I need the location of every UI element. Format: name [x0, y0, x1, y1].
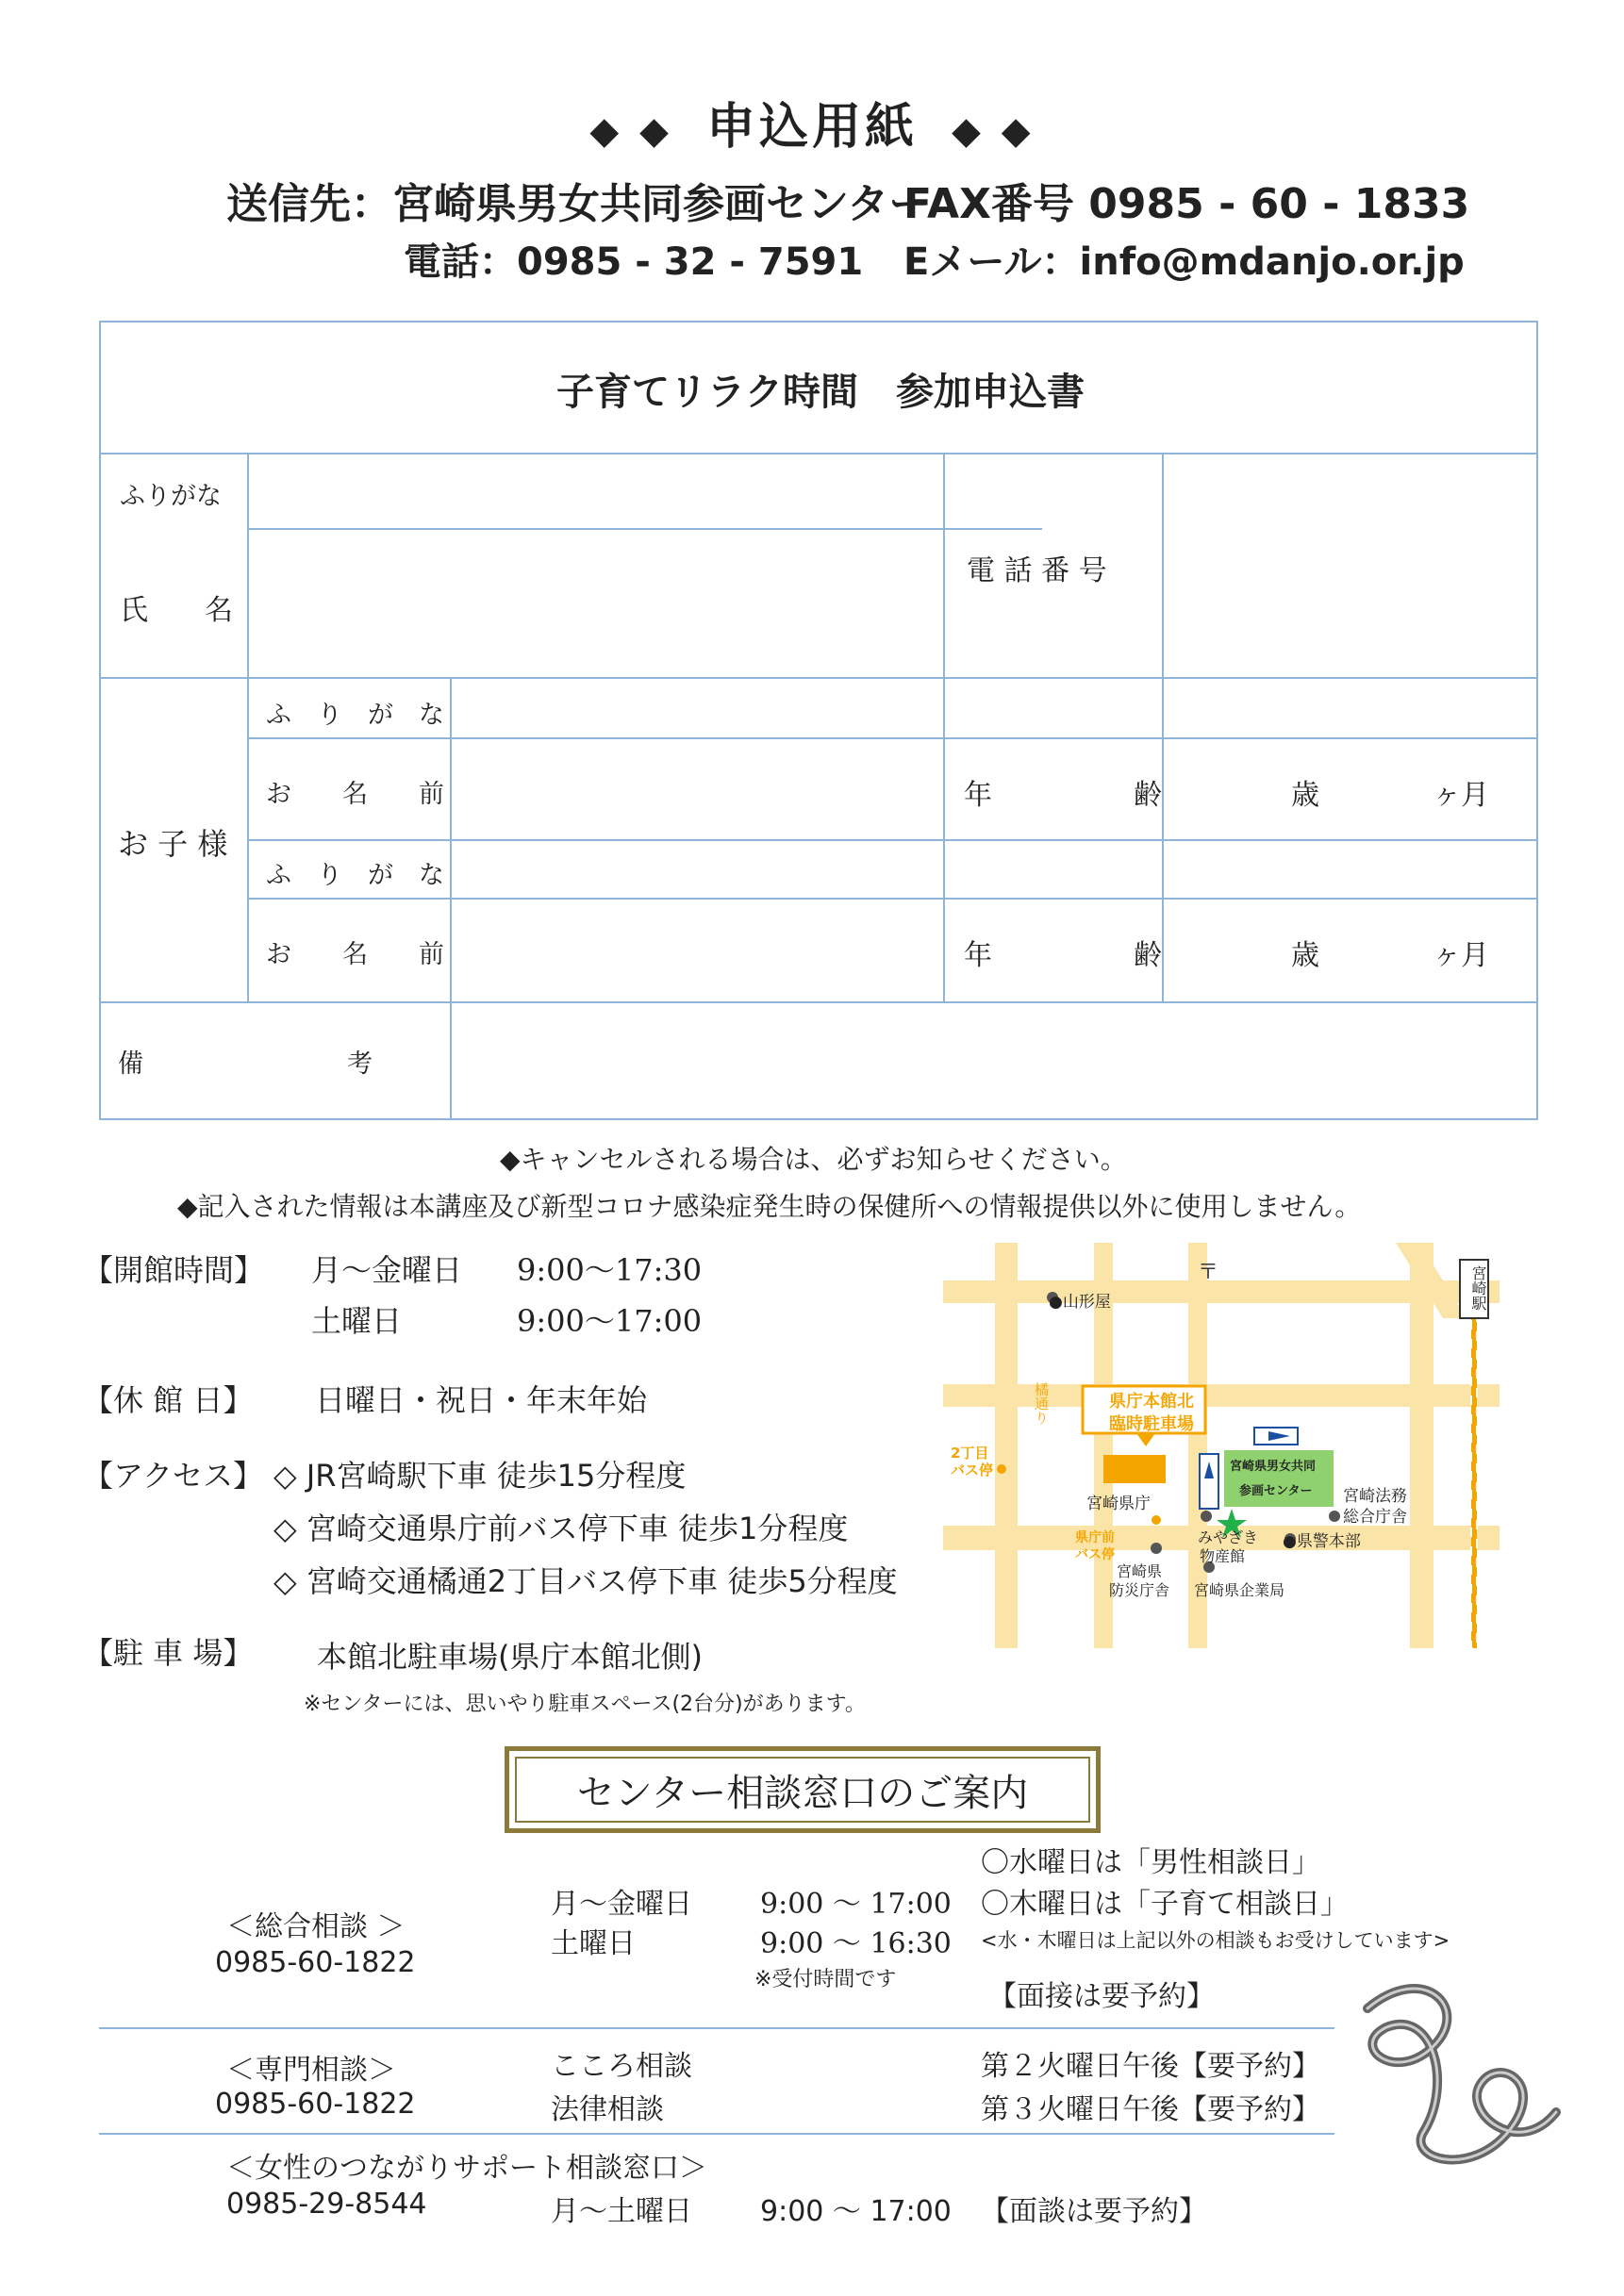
women-consult-phone: 0985-29-8544 [226, 2188, 427, 2221]
map-police: ●県警本部 [1283, 1532, 1361, 1551]
map-tachibana: 橘通り [1033, 1382, 1050, 1425]
name-label: 氏 名 [120, 594, 233, 627]
map-prefecture-office: 宮崎県庁 [1086, 1495, 1151, 1513]
general-consult-label: ＜総合相談 ＞ [226, 1910, 406, 1943]
parking-note: ※センターには、思いやり駐車スペース(2台分)があります。 [304, 1693, 866, 1716]
map-post-icon: 〒 [1198, 1261, 1219, 1284]
access-item-2: ◇ 宮崎交通県庁前バス停下車 徒歩1分程度 [273, 1511, 849, 1546]
closed-value: 日曜日・祝日・年末年始 [315, 1382, 648, 1418]
child2-age-unit: 歳 ヶ月 [1291, 939, 1489, 972]
child1-age-label: 年 齢 [964, 779, 1162, 812]
map-legal-2: 総合庁舎 [1343, 1508, 1407, 1527]
furigana-label: ふりがな [120, 482, 222, 511]
child1-furigana-label: ふ り が な [266, 701, 444, 730]
send-to-text: 送信先：宮崎県男女共同参画センター [226, 180, 931, 228]
cancel-note: ◆キャンセルされる場合は、必ずお知らせください。 [500, 1144, 1127, 1175]
child1-age-unit: 歳 ヶ月 [1291, 779, 1489, 812]
hours-saturday-time: 9:00～17:00 [517, 1303, 703, 1339]
map-legal-1: 宮崎法務 [1343, 1487, 1407, 1506]
phone-label: 電 話 番 号 [967, 554, 1107, 587]
consult-banner-title: センター相談窓口のご案内 [515, 1757, 1090, 1823]
remarks-field[interactable] [453, 1003, 1536, 1118]
page-title-line [0, 87, 1624, 157]
map-parking-label-2: 臨時駐車場 [1109, 1414, 1194, 1434]
map-center-1: 宮崎県男女共同 [1230, 1460, 1317, 1474]
access-map [943, 1243, 1500, 1648]
map-parking-label-1: 県庁本館北 [1109, 1392, 1194, 1412]
map-bus-2chome-2: バス停 [951, 1462, 994, 1478]
form-divider [450, 677, 452, 1120]
special-consult-label: ＜専門相談＞ [226, 2054, 396, 2087]
map-disaster-2: 防災庁舎 [1109, 1581, 1170, 1599]
special-when-2: 第３火曜日午後【要予約】 [981, 2093, 1320, 2126]
email-address: Eメール：info@mdanjo.or.jp [903, 240, 1465, 284]
map-bussankan-1: みやざき [1198, 1528, 1259, 1546]
map-bus-kencho-2: バス停 [1075, 1547, 1115, 1562]
closed-label: 【休 館 日】 [83, 1382, 254, 1418]
fax-number: FAX番号 0985 - 60 - 1833 [903, 180, 1470, 228]
page-title: 申込用紙 [705, 99, 918, 156]
map-yamakataya: ●山形屋 [1049, 1293, 1111, 1312]
general-note-2: 〇木曜日は「子育て相談日」 [981, 1888, 1349, 1921]
general-note-1: 〇水曜日は「男性相談日」 [981, 1846, 1320, 1879]
child1-furigana-field[interactable] [453, 679, 941, 736]
child2-name-label: お 名 前 [266, 940, 444, 969]
general-note-4: 【面接は要予約】 [988, 1980, 1215, 2013]
access-item-3: ◇ 宮崎交通橘通2丁目バス停下車 徒歩5分程度 [273, 1563, 898, 1599]
parking-label: 【駐 車 場】 [83, 1635, 254, 1671]
child-label: お 子 様 [118, 826, 228, 862]
general-time-note: ※受付時間です [754, 1968, 897, 1991]
consult-separator [99, 2133, 1334, 2135]
child2-name-field[interactable] [453, 900, 941, 1000]
general-days-1: 月～金曜日 [551, 1888, 692, 1921]
map-station: 宮崎駅 [1469, 1265, 1487, 1311]
phone-field[interactable] [1165, 454, 1536, 676]
child2-age-label: 年 齢 [964, 939, 1162, 972]
map-bus-kencho-1: 県庁前 [1075, 1530, 1115, 1545]
application-form [99, 321, 1538, 1120]
form-divider [247, 453, 249, 677]
women-consult-label: ＜女性のつながりサポート相談窓口＞ [226, 2152, 707, 2185]
general-note-3: <水・木曜日は上記以外の相談もお受けしています> [981, 1929, 1450, 1952]
form-divider [247, 839, 1538, 841]
privacy-note: ◆記入された情報は本講座及び新型コロナ感染症発生時の保健所への情報提供以外に使用しません。 [177, 1191, 1362, 1222]
special-kind-2: 法律相談 [551, 2093, 664, 2126]
map-bus-2chome-1: 2丁目 [951, 1445, 989, 1462]
ribbon-decoration [1330, 1971, 1584, 2188]
women-time: 9:00 ～ 17:00 [760, 2195, 952, 2228]
map-disaster-1: 宮崎県 [1117, 1562, 1163, 1580]
hours-saturday: 土曜日 [311, 1303, 403, 1339]
form-title: 子育てリラク時間 参加申込書 [556, 371, 1085, 414]
map-center-2: 参画センター [1239, 1484, 1313, 1498]
map-bussankan-2: 物産館 [1200, 1547, 1246, 1565]
child1-name-field[interactable] [453, 739, 941, 838]
diamonds-right: ◆ ◆ [952, 109, 1035, 153]
general-days-2: 土曜日 [551, 1927, 636, 1960]
general-consult-phone: 0985-60-1822 [215, 1946, 416, 1979]
form-divider [943, 453, 945, 1001]
women-note: 【面談は要予約】 [981, 2195, 1207, 2228]
remarks-label: 備 考 [118, 1049, 373, 1079]
hours-weekday: 月～金曜日 [311, 1252, 463, 1288]
child2-furigana-label: ふ り が な [266, 861, 444, 890]
general-time-1: 9:00 ～ 17:00 [760, 1888, 952, 1921]
phone-number: 電話：0985 - 32 - 7591 [404, 240, 864, 284]
consult-banner [505, 1746, 1101, 1833]
map-enterprise: 宮崎県企業局 [1194, 1581, 1285, 1599]
parking-value: 本館北駐車場(県庁本館北側) [317, 1639, 703, 1675]
access-item-1: ◇ JR宮崎駅下車 徒歩15分程度 [273, 1458, 687, 1494]
special-kind-1: こころ相談 [551, 2050, 692, 2083]
hours-weekday-time: 9:00～17:30 [517, 1252, 703, 1288]
name-field[interactable] [250, 530, 942, 676]
child1-name-label: お 名 前 [266, 780, 444, 809]
form-divider [247, 677, 249, 1001]
women-days: 月～土曜日 [551, 2195, 692, 2228]
special-when-1: 第２火曜日午後【要予約】 [981, 2050, 1320, 2083]
access-label: 【アクセス】 [83, 1458, 264, 1494]
furigana-field[interactable] [250, 454, 942, 527]
general-time-2: 9:00 ～ 16:30 [760, 1927, 952, 1960]
form-divider [1162, 453, 1164, 1001]
diamonds-left: ◆ ◆ [589, 109, 672, 153]
special-consult-phone: 0985-60-1822 [215, 2088, 416, 2121]
consult-separator [99, 2027, 1334, 2029]
hours-label: 【開館時間】 [83, 1252, 265, 1288]
